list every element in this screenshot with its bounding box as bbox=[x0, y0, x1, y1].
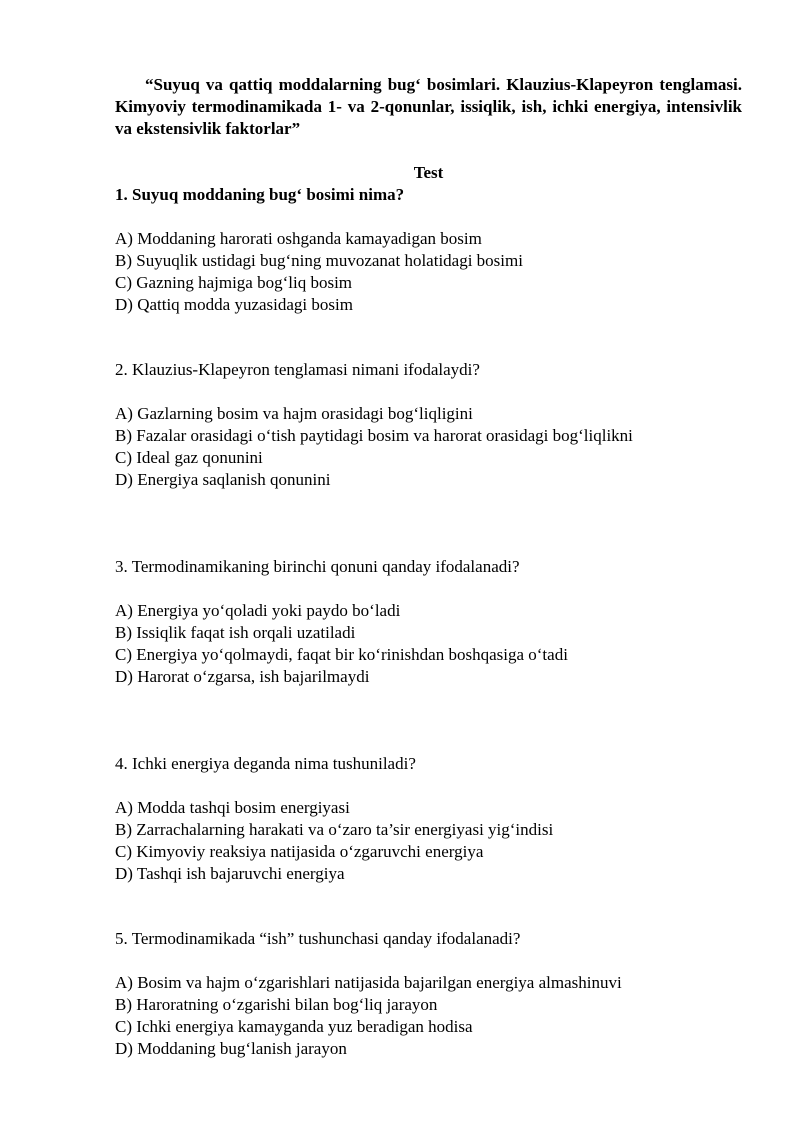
answer-options bbox=[115, 600, 742, 688]
answer-option-b: B) Haroratning o‘zgarishi bilan bog‘liq jarayon bbox=[115, 995, 438, 1014]
answer-option-b: B) Zarrachalarning harakati va o‘zaro ta’sir energiyasi yig‘indisi bbox=[115, 820, 554, 839]
question-2 bbox=[115, 359, 742, 491]
answer-options bbox=[115, 228, 742, 316]
question-5 bbox=[115, 928, 742, 1060]
answer-option-a: A) Modda tashqi bosim energiyasi bbox=[115, 798, 350, 817]
answer-option-d: D) Harorat o‘zgarsa, ish bajarilmaydi bbox=[115, 667, 370, 686]
question-text: 3. Termodinamikaning birinchi qonuni qanday ifodalanadi? bbox=[115, 557, 520, 576]
question-text: 2. Klauzius-Klapeyron tenglamasi nimani ifodalaydi? bbox=[115, 360, 480, 379]
question-3 bbox=[115, 556, 742, 688]
answer-option-d: D) Tashqi ish bajaruvchi energiya bbox=[115, 864, 345, 883]
answer-option-d: D) Energiya saqlanish qonunini bbox=[115, 470, 331, 489]
answer-option-a: A) Energiya yo‘qoladi yoki paydo bo‘ladi bbox=[115, 601, 401, 620]
answer-option-d: D) Qattiq modda yuzasidagi bosim bbox=[115, 295, 353, 314]
answer-option-a: A) Bosim va hajm o‘zgarishlari natijasida bajarilgan energiya almashinuvi bbox=[115, 973, 622, 992]
answer-option-c: C) Ideal gaz qonunini bbox=[115, 448, 263, 467]
question-text: 1. Suyuq moddaning bug‘ bosimi nima? bbox=[115, 185, 405, 204]
answer-option-b: B) Fazalar orasidagi o‘tish paytidagi bosim va harorat orasidagi bog‘liqlikni bbox=[115, 426, 633, 445]
answer-option-b: B) Issiqlik faqat ish orqali uzatiladi bbox=[115, 623, 356, 642]
answer-options bbox=[115, 797, 742, 885]
answer-option-c: C) Kimyoviy reaksiya natijasida o‘zgaruvchi energiya bbox=[115, 842, 484, 861]
question-text: 4. Ichki energiya deganda nima tushuniladi? bbox=[115, 754, 416, 773]
answer-option-c: C) Gazning hajmiga bog‘liq bosim bbox=[115, 273, 353, 292]
answer-option-b: B) Suyuqlik ustidagi bug‘ning muvozanat holatidagi bosimi bbox=[115, 251, 523, 270]
answer-option-d: D) Moddaning bug‘lanish jarayon bbox=[115, 1039, 347, 1058]
answer-option-a: A) Moddaning harorati oshganda kamayadigan bosim bbox=[115, 229, 482, 248]
answer-option-a: A) Gazlarning bosim va hajm orasidagi bog‘liqligini bbox=[115, 404, 473, 423]
question-text: 5. Termodinamikada “ish” tushunchasi qanday ifodalanadi? bbox=[115, 929, 521, 948]
answer-option-c: C) Ichki energiya kamayganda yuz beradigan hodisa bbox=[115, 1017, 473, 1036]
document-title: “Suyuq va qattiq moddalarning bug‘ bosimlari. Klauzius-Klapeyron tenglamasi. Kimyoviy termodinamikada 1- va 2-qonunlar, issiqlik, ish, ichki energiya, intensivlik va ekstensivlik faktorlar” bbox=[115, 75, 742, 138]
answer-option-c: C) Energiya yo‘qolmaydi, faqat bir ko‘rinishdan boshqasiga o‘tadi bbox=[115, 645, 568, 664]
answer-options bbox=[115, 972, 742, 1060]
answer-options bbox=[115, 403, 742, 491]
question-4 bbox=[115, 753, 742, 885]
question-1 bbox=[115, 184, 742, 316]
document-page bbox=[115, 74, 742, 1060]
test-heading: Test bbox=[413, 163, 444, 182]
